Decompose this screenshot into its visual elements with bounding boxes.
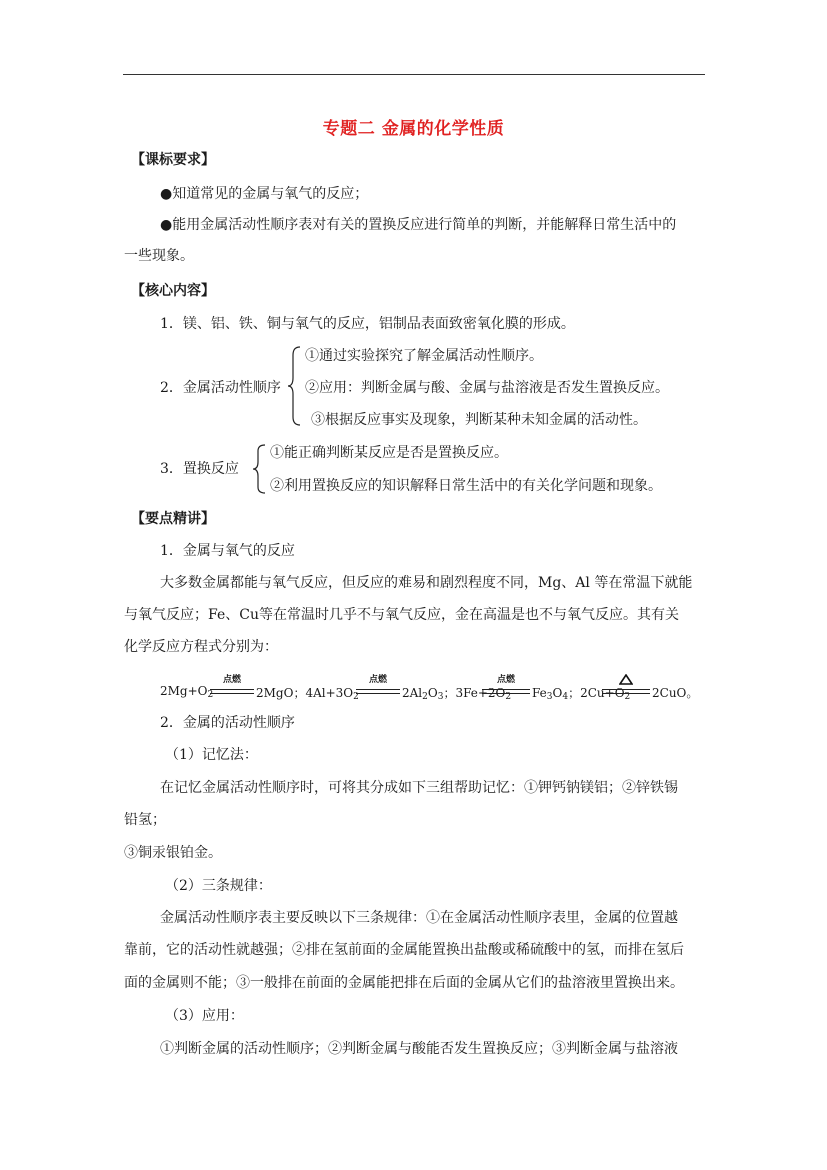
eq4-right: 2CuO。: [652, 686, 699, 700]
memory-line-1: 在记忆金属活动性顺序时，可将其分成如下三组帮助记忆：①钾钙钠镁铝；②锌铁锡: [160, 780, 678, 796]
page-title: 专题二 金属的化学性质: [322, 119, 505, 139]
core-item-2-sub-2: ②应用：判断金属与酸、金属与盐溶液是否发生置换反应。: [305, 380, 669, 396]
key-para-1-line-3: 化学反应方程式分别为：: [124, 639, 278, 655]
rules-line-1: 金属活动性顺序表主要反映以下三条规律：①在金属活动性顺序表里，金属的位置越: [160, 910, 678, 926]
core-item-2-sub-1: ①通过实验探究了解金属活动性顺序。: [305, 348, 543, 364]
memory-line-2: 铅氢；: [124, 812, 166, 828]
key-para-1-line-2: 与氧气反应；Fe、Cu等在常温时几乎不与氧气反应，金在高温是也不与氧气反应。其有关: [124, 607, 679, 623]
section-heading-key-points: 【要点精讲】: [131, 511, 215, 527]
core-item-2-label: 2．金属活动性顺序: [160, 380, 281, 396]
header-rule: [123, 74, 705, 75]
core-item-1: 1．镁、铝、铁、铜与氧气的反应，铝制品表面致密氧化膜的形成。: [160, 316, 575, 332]
standards-item-1: ●知道常见的金属与氧气的反应；: [160, 186, 369, 202]
memory-line-3: ③铜汞银铂金。: [124, 845, 222, 861]
eq1-left: $2Mg+O_2$: [160, 684, 214, 700]
eq3-right: $Fe_3O_4$；$2Cu+O_2$: [532, 686, 631, 702]
eq1-right: 2MgO；$4Al+3O_2$: [256, 686, 359, 702]
rules-line-3: 面的金属则不能；③一般排在前面的金属能把排在后面的金属从它们的盐溶液里置换出来。: [124, 975, 684, 991]
core-item-3-sub-2: ②利用置换反应的知识解释日常生活中的有关化学问题和现象。: [270, 478, 662, 494]
eq2-right: $2Al_2O_3$；$3Fe+2O_2$: [402, 686, 512, 702]
triangle-heat-icon: [619, 674, 633, 685]
memory-title: （1）记忆法：: [165, 747, 258, 763]
rules-title: （2）三条规律：: [165, 878, 272, 894]
condition-arrow: 点燃: [356, 676, 400, 700]
key-sub-1-title: 1．金属与氧气的反应: [160, 543, 295, 559]
key-sub-2-title: 2．金属的活动性顺序: [160, 715, 295, 731]
apply-title: （3）应用：: [165, 1008, 244, 1024]
apply-line-1: ①判断金属的活动性顺序；②判断金属与酸能否发生置换反应；③判断金属与盐溶液: [160, 1041, 678, 1057]
condition-arrow: 点燃: [482, 676, 530, 700]
brace-icon: [287, 345, 301, 427]
standards-item-2: ●能用金属活动性顺序表对有关的置换反应进行简单的判断，并能解释日常生活中的: [160, 217, 677, 233]
key-para-1-line-1: 大多数金属都能与氧气反应，但反应的难易和剧烈程度不同，Mg、Al 等在常温下就能: [160, 575, 693, 591]
core-item-3-label: 3．置换反应: [160, 461, 239, 477]
core-item-3-sub-1: ①能正确判断某反应是否是置换反应。: [270, 445, 508, 461]
condition-arrow: 点燃: [210, 676, 254, 700]
section-heading-core: 【核心内容】: [131, 283, 215, 299]
section-heading-standards: 【课标要求】: [131, 152, 215, 168]
brace-icon: [252, 443, 266, 495]
heat-arrow: [602, 676, 650, 700]
core-item-2-sub-3: ③根据反应事实及现象，判断某种未知金属的活动性。: [311, 412, 647, 428]
standards-item-2-cont: 一些现象。: [124, 248, 194, 264]
rules-line-2: 靠前，它的活动性就越强；②排在氢前面的金属能置换出盐酸或稀硫酸中的氢，而排在氢后: [124, 942, 684, 958]
